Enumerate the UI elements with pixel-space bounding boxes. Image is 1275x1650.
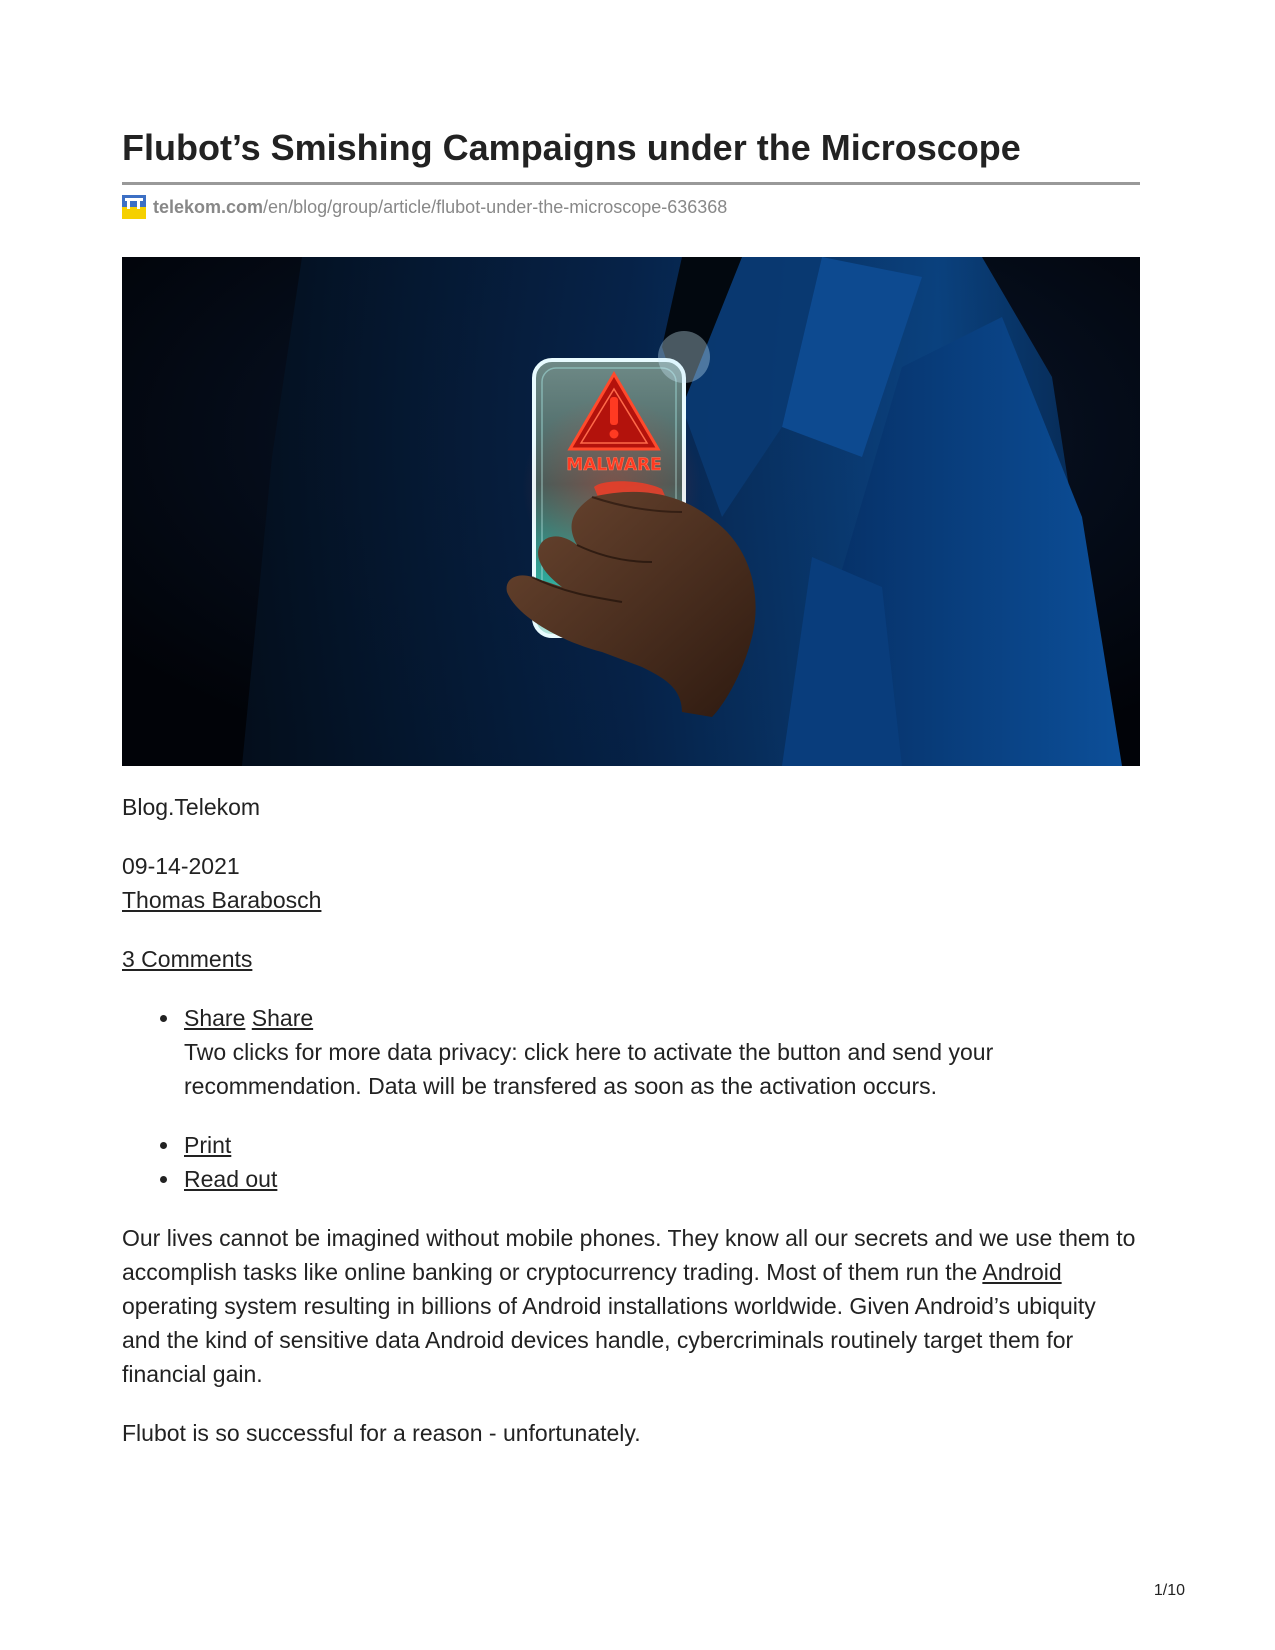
publish-date: 09-14-2021 xyxy=(122,853,240,879)
list-item xyxy=(184,1001,1140,1103)
share-button-b[interactable]: Share xyxy=(251,1005,314,1031)
share-button-a[interactable]: Share xyxy=(184,1005,246,1031)
page-title: Flubot’s Smishing Campaigns under the Microscope xyxy=(122,127,1021,168)
subtitle-paragraph: Flubot is so successful for a reason - unfortunately. xyxy=(122,1420,641,1446)
source-domain: telekom.com xyxy=(153,196,264,217)
title-divider xyxy=(122,182,1140,185)
blog-name: Blog.Telekom xyxy=(122,794,261,820)
android-link[interactable]: Android xyxy=(982,1259,1062,1285)
intro-text-1: Our lives cannot be imagined without mobile phones. They know all our secrets and we use them to accomplish tasks like online banking or cryptocurrency trading. Most of them run the xyxy=(122,1225,1136,1285)
list-item xyxy=(184,1162,1140,1196)
author-link[interactable]: Thomas Barabosch xyxy=(122,887,322,913)
hero-image xyxy=(122,257,1140,766)
source-url[interactable] xyxy=(122,194,727,220)
share-list xyxy=(122,1001,1140,1103)
page-number: 1/10 xyxy=(1153,1582,1185,1599)
print-link[interactable]: Print xyxy=(184,1132,232,1158)
action-list xyxy=(122,1128,1140,1196)
list-item xyxy=(184,1128,1140,1162)
comments-link[interactable]: 3 Comments xyxy=(122,946,253,972)
hero-screen-text: MALWARE xyxy=(566,455,662,475)
read-out-link[interactable]: Read out xyxy=(184,1166,278,1192)
telekom-favicon-icon xyxy=(122,195,146,219)
source-path: /en/blog/group/article/flubot-under-the-microscope-636368 xyxy=(263,196,728,217)
privacy-note: Two clicks for more data privacy: click here to activate the button and send your recommendation. Data will be transfered as soon as the activation occurs. xyxy=(184,1039,994,1099)
intro-text-2: operating system resulting in billions of Android installations worldwide. Given Android’s ubiquity and the kind of sensitive data Android devices handle, cybercriminals routinely target them for financial gain. xyxy=(122,1293,1096,1387)
intro-paragraph xyxy=(122,1221,1140,1391)
